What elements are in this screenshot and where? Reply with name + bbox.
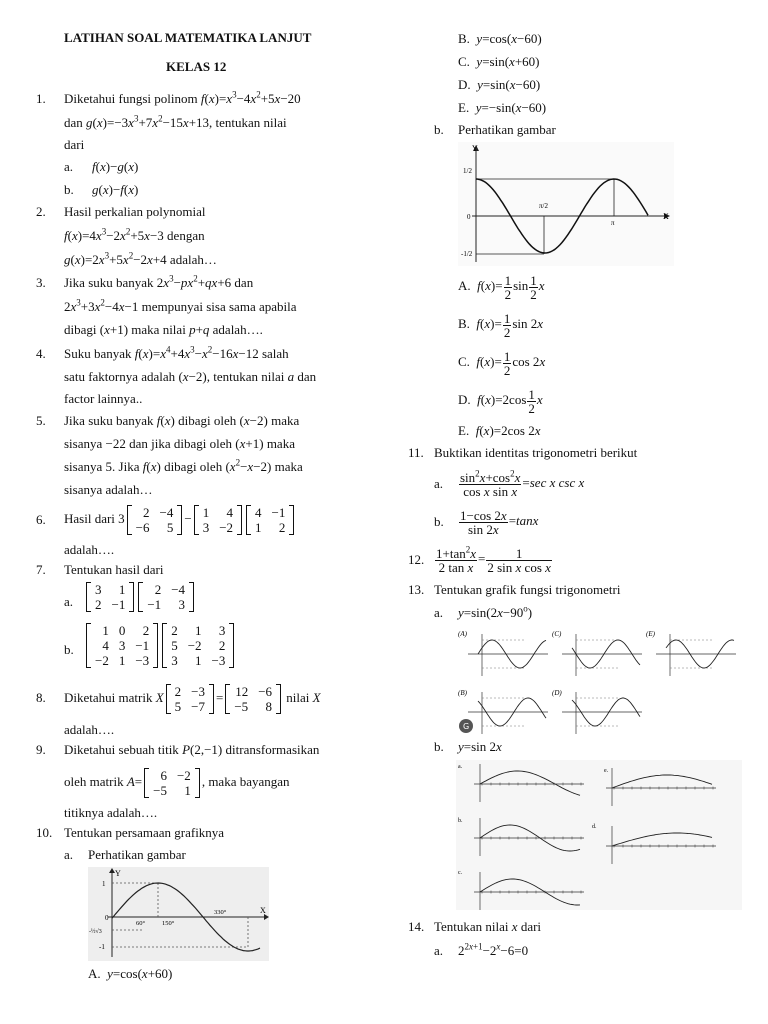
q13-b-label: b. [434,739,444,754]
q10-line1: Tentukan persamaan grafiknya [64,825,225,840]
svg-text:150°: 150° [162,920,175,927]
q13-a-expr: $y=\sin(2x-90^o)$ [458,603,533,620]
q6-expression: Hasil dari 3 2 −4 −6 5 − 1 4 3 −2 4 −1 1 2 [64,500,296,538]
q8-line1: Diketahui matrik X 2 −3 5 −7 = 12 −6 −5 8 nilai X [64,684,321,715]
q10-a-label: a. [64,847,74,862]
svg-text:G: G [463,722,470,731]
q5-line3: sisanya 5. Jika f(x) dibagi oleh $(x^2-x-2)$ maka [64,457,303,474]
q13-line1: Tentukan grafik fungsi trigonometri [434,582,621,597]
q14-a-label: a. [434,943,444,958]
svg-text:1/2: 1/2 [463,167,472,175]
svg-text:0: 0 [467,213,471,221]
svg-text:(B): (B) [458,689,467,697]
q10-a-graph [88,867,269,961]
q3-line1: Jika suku banyak $2x^3-px^2+qx+6$ dan [64,273,254,290]
q14-number: 14. [408,919,425,934]
q10-a-option-d: D. y=sin(x−60) [458,77,541,92]
q10-a-option-b: B. y=cos(x−60) [458,31,542,46]
q11-b-expr: $\frac{1-\cos 2x}{\sin 2x}$ =tanx [460,507,539,537]
q14-a-expr: $2^{2x+1}-2^x-6=0$ [458,941,529,958]
q10-a-option-a: A. y=cos(x+60) [88,966,173,981]
q9-line1: Diketahui sebuah titik P(2,−1) ditransformasikan [64,742,320,757]
q10-a-option-c: C. y=sin(x+60) [458,54,540,69]
q1-number: 1. [36,91,46,106]
q2-line1: Hasil perkalian polynomial [64,204,206,219]
q11-line1: Buktikan identitas trigonometri berikut [434,445,638,460]
q6-line2: adalah…. [64,542,115,557]
svg-text:(E): (E) [646,630,655,638]
q10-a-text: Perhatikan gambar [88,847,186,862]
q7-a-label: a. [64,594,74,609]
q3-line2: $2x^3+3x^2-4x-1$ mempunyai sisa sama apabila [64,297,297,314]
q14-line1: Tentukan nilai x dari [434,919,542,934]
q10-b-option-b: B. f(x)= $\frac{1}{2}$ sin 2x [458,310,544,340]
q10-b-text: Perhatikan gambar [458,122,556,137]
q2-line2: $f(x)=4x^3-2x^2+5x-3$ dengan [64,226,205,243]
q4-line1: Suku banyak $f(x)=x^4+4x^3-x^2-16x-12$ salah [64,344,289,361]
svg-text:-1: -1 [99,943,105,951]
q10-b-option-d: D. f(x)=2cos $\frac{1}{2}$ x [458,386,543,416]
svg-text:(C): (C) [552,630,562,638]
svg-text:-1/2: -1/2 [461,250,473,258]
svg-text:(D): (D) [552,689,562,697]
q13-a-label: a. [434,605,444,620]
q1-a-label: a. [64,159,74,174]
q7-line1: Tentukan hasil dari [64,562,164,577]
q9-number: 9. [36,742,46,757]
svg-text:Y: Y [115,869,121,878]
q1-b-label: b. [64,182,74,197]
q3-line3: dibagi (x+1) maka nilai p+q adalah…. [64,322,263,337]
q12-expr: $\frac{1+\tan^2x}{\text{2 tan x}}$ = $\frac{1}{\text{2 sin x cos x}}$ [436,544,551,575]
q13-b-expr: y=sin 2x [458,739,502,754]
svg-text:X: X [260,906,266,915]
svg-text:d.: d. [592,824,597,830]
q13-number: 13. [408,582,425,597]
q3-number: 3. [36,275,46,290]
q4-line2: satu faktornya adalah (x−2), tentukan nilai a dan [64,369,317,384]
q10-number: 10. [36,825,53,840]
svg-text:π/2: π/2 [539,202,548,210]
q7-b-expr: 1 0 2 4 3 −1 −2 1 −3 2 1 3 5 −2 2 3 1 −3 [84,623,236,668]
q5-line1: Jika suku banyak f(x) dibagi oleh (x−2) maka [64,413,300,428]
q12-number: 12. [408,552,425,567]
q11-number: 11. [408,445,424,460]
q2-number: 2. [36,204,46,219]
q7-b-label: b. [64,642,74,657]
q11-a-expr: $\frac{\sin^2x+\cos^2x}{\text{cos x sin x}}$ =sec x csc x [460,468,585,499]
q10-b-option-a: A. f(x)= $\frac{1}{2}$ sin $\frac{1}{2}$ x [458,272,545,302]
q11-a-label: a. [434,476,444,491]
svg-text:a.: a. [458,764,463,770]
q1-line1: Diketahui fungsi polinom $f(x)=x^3-4x^2+5x-20$ [64,89,301,106]
q1-a-expr: f(x)−g(x) [92,159,139,174]
q10-b-graph [458,142,674,266]
svg-text:b.: b. [458,818,463,824]
svg-text:c.: c. [458,870,463,876]
q13-a-graphs [456,626,742,736]
q1-b-expr: g(x)−f(x) [92,182,139,197]
svg-text:e.: e. [604,768,609,774]
q10-b-option-c: C. f(x)= $\frac{1}{2}$ cos 2x [458,348,546,378]
q9-line2: oleh matrik A= 6 −2 −5 1 , maka bayangan [64,768,290,799]
svg-text:330°: 330° [214,909,227,916]
q9-line3: titiknya adalah…. [64,805,158,820]
page-subtitle: KELAS 12 [166,59,227,74]
svg-text:X: X [663,212,669,221]
q6-number: 6. [36,512,46,527]
svg-text:0: 0 [105,914,109,922]
svg-text:1: 1 [102,880,106,888]
q8-line2: adalah…. [64,722,115,737]
q4-number: 4. [36,346,46,361]
q10-b-option-e: E. f(x)=2cos 2x [458,423,541,438]
q5-line4: sisanya adalah… [64,482,153,497]
svg-text:-½√3: -½√3 [89,929,102,935]
q7-number: 7. [36,562,46,577]
q8-number: 8. [36,690,46,705]
q5-number: 5. [36,413,46,428]
svg-text:60°: 60° [136,920,146,927]
q4-line3: factor lainnya.. [64,391,143,406]
q10-b-label: b. [434,122,444,137]
q5-line2: sisanya −22 dan jika dibagi oleh (x+1) maka [64,436,295,451]
q2-line3: $g(x)=2x^3+5x^2-2x+4$ adalah… [64,250,217,267]
q7-a-expr: 3 1 2 −1 2 −4 −1 3 [84,582,196,612]
svg-text:(A): (A) [458,630,467,638]
q11-b-label: b. [434,514,444,529]
q13-b-graphs [456,760,742,910]
q1-line3: dari [64,137,85,152]
svg-text:Y: Y [472,144,478,153]
page-title: LATIHAN SOAL MATEMATIKA LANJUT [64,30,312,45]
svg-text:π: π [611,219,615,227]
q1-line2: dan $g(x)=-3x^3+7x^2-15x+13$, tentukan nilai [64,113,287,130]
q10-a-option-e: E. y=−sin(x−60) [458,100,547,115]
